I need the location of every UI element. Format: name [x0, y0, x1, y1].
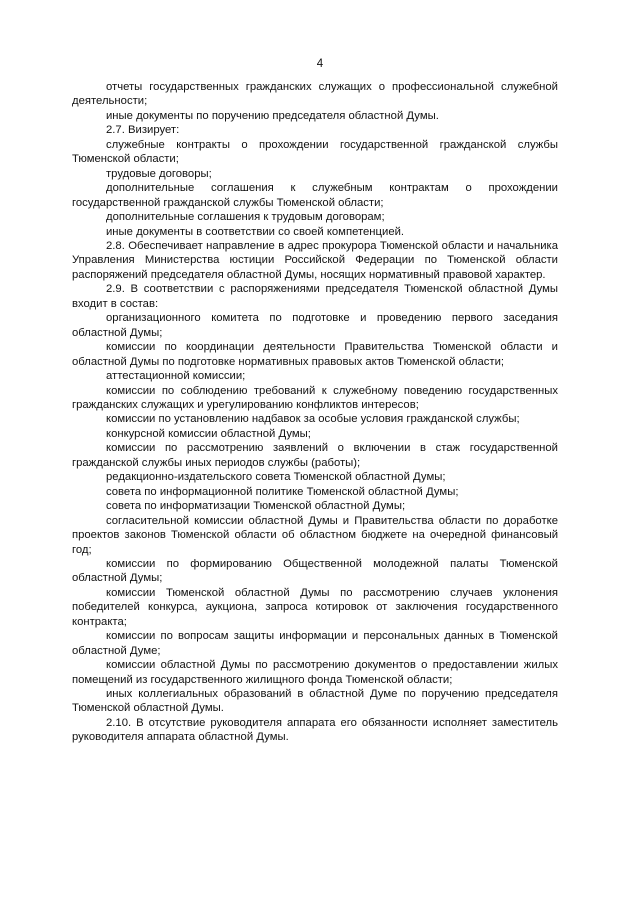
paragraph-editorial-council: редакционно-издательского совета Тюменской областной Думы; — [106, 471, 446, 484]
paragraph-service-period-commission: комиссии по рассмотрению заявлений о включении в стаж государственной гражданской службы иных периодов службы (работы); — [72, 442, 558, 469]
paragraph-2-9-heading: 2.9. В соответствии с распоряжениями председателя Тюменской областной Думы входит в состав: — [72, 283, 558, 310]
paragraph-info-policy-council: совета по информационной политике Тюменской областной Думы; — [106, 485, 459, 498]
paragraph-additional-agreements-service: дополнительные соглашения к служебным контрактам о прохождении государственной гражданской службы Тюменской области; — [72, 182, 558, 209]
paragraph-competence-documents: иные документы в соответствии со своей компетенцией. — [106, 225, 405, 238]
paragraph-allowances-commission: комиссии по установлению надбавок за особые условия гражданской службы; — [106, 413, 520, 426]
paragraph-informatization-council: совета по информатизации Тюменской областной Думы; — [106, 500, 406, 513]
paragraph-other-bodies: иных коллегиальных образований в областной Думе по поручению председателя Тюменской областной Думы. — [72, 688, 558, 715]
paragraph-housing-commission: комиссии областной Думы по рассмотрению документов о предоставлении жилых помещений из государственного жилищного фонда Тюменской области; — [72, 659, 558, 686]
paragraph-org-committee: организационного комитета по подготовке и проведению первого заседания областной Думы; — [72, 312, 558, 339]
paragraph-reports: отчеты государственных гражданских служащих о профессиональной служебной деятельности; — [72, 81, 558, 108]
paragraph-labor-contracts: трудовые договоры; — [106, 167, 212, 180]
paragraph-coordination-commission: комиссии по координации деятельности Правительства Тюменской области и областной Думы по подготовке нормативных правовых актов Тюменской области; — [72, 341, 558, 368]
paragraph-conduct-commission: комиссии по соблюдению требований к служебному поведению государственных гражданских служащих и урегулированию конфликтов интересов; — [72, 384, 558, 411]
paragraph-2-10: 2.10. В отсутствие руководителя аппарата его обязанности исполняет заместитель руководителя аппарата областной Думы. — [72, 716, 558, 744]
paragraph-2-8: 2.8. Обеспечивает направление в адрес прокурора Тюменской области и начальника Управления Министерства юстиции Российской Федерации по Тюменской области распоряжений председателя областной Думы, носящих нормативный правовой характер. — [72, 239, 558, 281]
paragraph-other-documents: иные документы по поручению председателя областной Думы. — [106, 109, 439, 122]
paragraph-tender-commission: конкурсной комиссии областной Думы; — [106, 427, 311, 440]
paragraph-service-contracts: служебные контракты о прохождении государственной гражданской службы Тюменской области; — [72, 138, 558, 166]
paragraph-youth-chamber-commission: комиссии по формированию Общественной молодежной палаты Тюменской областной Думы; — [72, 557, 558, 585]
page-number: 4 — [316, 58, 324, 70]
paragraph-attestation-commission: аттестационной комиссии; — [106, 370, 246, 383]
paragraph-2-7-heading: 2.7. Визирует: — [106, 124, 180, 137]
paragraph-conciliation-commission: согласительной комиссии областной Думы и Правительства области по доработке проектов законов Тюменской области об областном бюджете на очередной финансовый год; — [72, 514, 558, 556]
document-body — [72, 80, 558, 745]
paragraph-evasion-commission: комиссии Тюменской областной Думы по рассмотрению случаев уклонения победителей конкурса, аукциона, запроса котировок от заключения государственного контракта; — [72, 586, 558, 628]
paragraph-data-protection-commission: комиссии по вопросам защиты информации и персональных данных в Тюменской областной Думе; — [72, 630, 558, 657]
paragraph-additional-agreements-labor: дополнительные соглашения к трудовым договорам; — [106, 211, 385, 224]
